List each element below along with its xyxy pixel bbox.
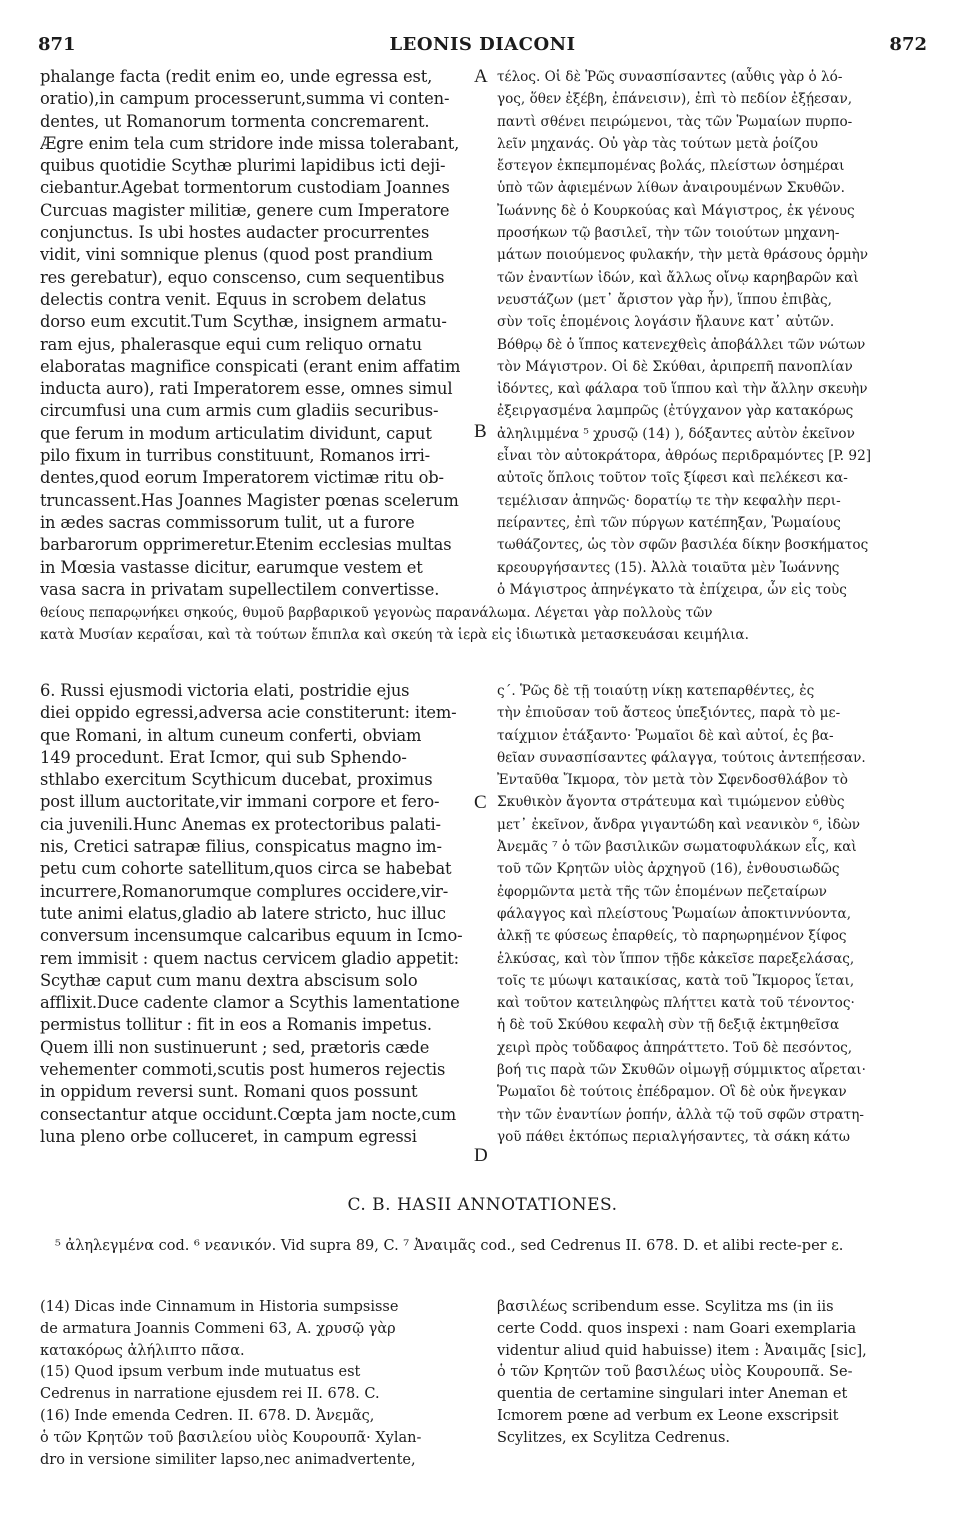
greek-text-line: τὴν τῶν ἐναντίων ῥοπήν, ἀλλὰ τῷ τοῦ σφῶν στρατη- — [497, 1106, 864, 1123]
latin-text-line: dentes, ut Romanorum tormenta concremarent. — [40, 111, 430, 131]
greek-text-line: Ἐνταῦθα Ἴκμορα, τὸν μετὰ τὸν Σφενδοσθλάβον τὸ — [497, 772, 848, 789]
running-header — [38, 34, 927, 58]
greek-text-line: τοῦ τῶν Κρητῶν υἱὸς ἀρχηγοῦ (16), ἐνθουσιωδῶς — [497, 861, 840, 878]
latin-text-line: consectantur atque occidunt.Cœpta jam nocte,cum — [40, 1104, 457, 1124]
greek-text-line: αὐτοῖς ὅπλοις τοῦτον τοῖς ξίφεσι καὶ πελέκεσι κα- — [497, 470, 848, 487]
latin-text-line: 149 procedunt. Erat Icmor, qui sub Sphendo- — [40, 747, 407, 767]
greek-text-line: τῶν ἐναντίων ἰδών, καὶ ἄλλως οἴνῳ καρηβαρῶν καὶ — [497, 269, 859, 286]
page-number-right: 872 — [889, 34, 927, 55]
latin-text-line: diei oppido egressi,adversa acie constiterunt: item- — [40, 703, 457, 723]
greek-text-line: Ἰωάννης δὲ ὁ Κουρκούας καὶ Μάγιστρος, ἐκ γένους — [497, 202, 855, 219]
greek-text-line: τὸν Μάγιστρον. Οἱ δὲ Σκύθαι, ἀριπρεπῆ πανοπλίαν — [497, 358, 853, 375]
notes-column-left — [40, 1297, 472, 1471]
latin-text-line: ram ejus, phalerasque equi cum reliquo ornatu — [40, 334, 422, 354]
greek-text-line: τέλος. Οἱ δὲ Ῥῶς συνασπίσαντες (αὖθις γὰρ ὁ λό- — [497, 69, 843, 85]
latin-text-line: oratio),in campum processerunt,summa vi conten- — [40, 89, 450, 109]
greek-text-line: μάτων ποιούμενος φυλακήν, τὴν μετὰ θράσους ὁρμὴν — [497, 247, 869, 264]
greek-text-line: χειρὶ πρὸς τοὔδαφος ἀπηράττετο. Τοῦ δὲ πεσόντος, — [497, 1039, 853, 1056]
latin-text-line: sthlabo exercitum Scythicum ducebat, proximus — [40, 770, 433, 790]
margin-marker-b: B — [474, 421, 487, 442]
footnote-line: Icmorem pœne ad verbum ex Leone exscripsit — [497, 1407, 839, 1424]
greek-text-line: ἀληλιμμένα ⁵ χρυσῷ (14) ), δόξαντες αὐτὸν ἐκεῖνον — [497, 425, 855, 442]
latin-column-bottom — [40, 680, 472, 1148]
footnote-line: (14) Dicas inde Cinnamum in Historia sumpsisse — [40, 1299, 399, 1315]
margin-marker-c: C — [474, 792, 487, 813]
latin-text-line: inducta auro), rati Imperatorem esse, omnes simul — [40, 379, 453, 399]
greek-text-line: ἐξειργασμένα λαμπρῶς (ἐτύγχανον γὰρ κατακόρως — [497, 403, 854, 420]
greek-text-line: ἔστεγον ἐκπεμπομένας βολάς, πλείστων ὁσημέραι — [497, 158, 845, 175]
greek-text-line: ἡ δὲ τοῦ Σκύθου κεφαλὴ σὺν τῇ δεξιᾷ ἐκτμηθεῖσα — [497, 1017, 840, 1034]
latin-text-line: dorso eum excutit.Tum Scythæ, insignem armatu- — [40, 312, 447, 332]
greek-text-line: τὴν ἐπιοῦσαν τοῦ ἄστεος ὑπεξιόντες, παρὰ τὸ με- — [497, 705, 841, 722]
footnote-line: Cedrenus in narratione ejusdem rei II. 678. C. — [40, 1386, 380, 1403]
greek-full-width-lines — [40, 602, 930, 646]
latin-text-line: vehementer commoti,scutis post humeros rejectis — [40, 1060, 446, 1080]
greek-text-line: γοῦ πάθει ἐκτόπως περιαλγήσαντες, τὰ σάκη κάτω — [497, 1128, 850, 1145]
latin-text-line: que ferum in modum articulatim dividunt, caput — [40, 423, 432, 443]
latin-text-line: cia juvenili.Hunc Anemas ex protectoribus palati- — [40, 814, 441, 834]
annotations-title: C. B. HASII ANNOTATIONES. — [347, 1195, 618, 1215]
greek-text-line: ὑπὸ τῶν ἀφιεμένων λίθων ἀναιρουμένων Σκυθῶν. — [497, 180, 846, 197]
greek-text-line: ταίχμιον ἐτάξαντο· Ῥωμαῖοι δὲ καὶ αὐτοί, ἐς βα- — [497, 727, 834, 744]
latin-text-line: dentes,quod eorum Imperatorem victimæ ritu ob- — [40, 468, 444, 488]
greek-text-line: ς΄. Ῥῶς δὲ τῇ τοιαύτῃ νίκῃ κατεπαρθέντες, ἐς — [497, 683, 815, 699]
footnote-line: videntur aliud quid habuisse) item : Ἀναιμᾶς [sic], — [497, 1342, 867, 1359]
latin-text-line: luna pleno orbe colluceret, in campum egressi — [40, 1126, 417, 1146]
latin-text-line: ciebantur.Agebat tormentorum custodiam Joannes — [40, 178, 450, 198]
greek-text-line: ἑλκύσας, καὶ τὸν ἵππον τῇδε κἀκεῖσε παρεξελάσας, — [497, 950, 855, 967]
latin-text-line: tute animi elatus,gladio ab latere stricto, huc illuc — [40, 903, 446, 923]
greek-text-line: τεμέλισαν ἀπηνῶς· δορατίῳ τε τὴν κεφαλὴν περι- — [497, 492, 841, 509]
latin-text-line: Curcuas magister militiæ, genere cum Imperatore — [40, 200, 450, 220]
greek-text-line: νευστάζων (μετ᾽ ἄριστον γὰρ ἦν), ἵππου ἐπιβὰς, — [497, 291, 832, 308]
latin-text-line: res gerebatur), equo conscenso, cum sequentibus — [40, 267, 445, 287]
latin-text-line: quibus quotidie Scythæ plurimi lapidibus icti deji- — [40, 156, 446, 176]
greek-text-line: προσήκων τῷ βασιλεῖ, τὴν τῶν τοιούτων μηχανη- — [497, 225, 840, 242]
latin-text-line: 6. Russi ejusmodi victoria elati, postridie ejus — [40, 681, 410, 700]
latin-text-line: conversum incensumque calcaribus equum in Icmo- — [40, 926, 463, 946]
latin-text-line: vasa sacra in privatam supellectilem convertisse. — [40, 579, 440, 599]
greek-text-line: γος, ὅθεν ἐξέβη, ἐπάνεισιν), ἐπὶ τὸ πεδίον ἐξῄεσαν, — [497, 91, 853, 108]
latin-text-line: in Mœsia vastasse dicitur, earumque vestem et — [40, 557, 423, 577]
greek-text-line: κατὰ Μυσίαν κεραΐσαι, καὶ τὰ τούτων ἔπιπλα καὶ σκεύη τὰ ἱερὰ εἰς ἰδιωτικὰ μετασκευάσαι κειμήλια. — [40, 627, 749, 643]
latin-text-line: Quem illi non sustinuerunt ; sed, prætoris cæde — [40, 1037, 430, 1057]
footnote-line: de armatura Joannis Commeni 63, A. χρυσῷ γὰρ — [40, 1320, 396, 1337]
greek-text-line: φάλαγγος καὶ πλείστους Ῥωμαίων ἀποκτιννύοντα, — [497, 905, 852, 922]
latin-text-line: Scythæ caput cum manu dextra abscisum solo — [40, 970, 418, 990]
running-title: LEONIS DIACONI — [389, 34, 576, 55]
latin-text-line: incurrere,Romanorumque complures occidere,vir- — [40, 881, 449, 901]
latin-text-line: petu cum cohorte satellitum,quos circa se habebat — [40, 859, 452, 879]
margin-marker-d: D — [474, 1145, 488, 1166]
latin-text-line: in ædes sacras commissorum tulit, ut a furore — [40, 512, 415, 532]
greek-text-line: κρεουργήσαντες (15). Ἀλλὰ τοιαῦτα μὲν Ἰωάννης — [497, 559, 840, 576]
footnote-line: βασιλέως scribendum esse. Scylitza ms (in iis — [497, 1299, 834, 1315]
greek-text-line: Σκυθικὸν ἄγοντα στράτευμα καὶ τιμώμενον εὐθὺς — [497, 794, 845, 811]
greek-text-line: ὁ Μάγιστρος ἀπηνέγκατο τὰ ἐπίχειρα, ὧν εἰς τοὺς — [497, 581, 847, 598]
greek-text-line: τωθάζοντες, ὡς τὸν σφῶν βασιλέα δίκην βοσκήματος — [497, 537, 869, 554]
greek-text-line: θείους πεπαρῳνήκει σηκούς, θυμοῦ βαρβαρικοῦ γεγονὼς παρανάλωμα. Λέγεται γὰρ πολλοὺς τῶν — [40, 605, 713, 621]
greek-text-line: λεῖν μηχανάς. Οὐ γὰρ τὰς τούτων μετὰ ῥοίζου — [497, 135, 819, 152]
margin-marker-a: A — [474, 66, 488, 87]
greek-text-line: Ῥωμαῖοι δὲ τούτοις ἐπέδραμον. Οἳ δὲ οὐκ ἤνεγκαν — [497, 1084, 847, 1101]
greek-text-line: καὶ τοῦτον κατειληφὼς πλήττει κατὰ τοῦ τένοντος· — [497, 995, 855, 1012]
footnote-line: ὁ τῶν Κρητῶν τοῦ βασιλέως υἱὸς Κουρουπᾶ. Se- — [497, 1364, 853, 1381]
greek-text-line: ἐφορμῶντα μετὰ τῆς τῶν ἑπομένων πεζεταίρων — [497, 883, 827, 900]
latin-text-line: in oppidum reversi sunt. Romani quos possunt — [40, 1082, 418, 1102]
latin-column-top — [40, 66, 472, 601]
footnote-line: κατακόρως ἀλήλιπτο πᾶσα. — [40, 1342, 245, 1359]
latin-text-line: delectis contra venit. Equus in scrobem delatus — [40, 289, 427, 309]
greek-text-line: εἶναι τὸν αὐτοκράτορα, ἀθρόως περιδραμόντες [P. 92] — [497, 448, 872, 465]
footnote-line: certe Codd. quos inspexi : nam Goari exemplaria — [497, 1320, 857, 1337]
greek-text-line: τοῖς τε μύωψι καταικίσας, κατὰ τοῦ Ἴκμορος ἵεται, — [497, 972, 855, 989]
greek-text-line: βοή τις παρὰ τῶν Σκυθῶν οἰμωγῇ σύμμικτος αἴρεται· — [497, 1062, 866, 1079]
footnote-line: dro in versione similiter lapso,nec animadvertente, — [40, 1451, 416, 1468]
critical-apparatus: ⁵ ἀληλεγμένα cod. ⁶ νεανικόν. Vid supra 89, C. ⁷ Ἀναιμᾶς cod., sed Cedrenus II. 678. D. et alibi recte-per ε. — [55, 1238, 844, 1254]
latin-text-line: conjunctus. Is ubi hostes audacter procurrentes — [40, 223, 430, 243]
greek-text-line: ἰδόντες, καὶ φάλαρα τοῦ ἵππου καὶ τὴν ἄλλην σκευὴν — [497, 381, 868, 398]
greek-text-line: θεῖαν συνασπίσαντες φάλαγγα, τούτοις ἀντεπῄεσαν. — [497, 749, 866, 766]
greek-column-top — [497, 66, 929, 601]
latin-text-line: truncassent.Has Joannes Magister pœnas scelerum — [40, 490, 459, 510]
page-number-left: 871 — [38, 34, 76, 55]
latin-text-line: phalange facta (redit enim eo, unde egressa est, — [40, 67, 433, 86]
greek-text-line: παντὶ σθένει πειρώμενοι, τὰς τῶν Ῥωμαίων πυρπο- — [497, 113, 853, 130]
latin-text-line: barbarorum opprimeretur.Etenim ecclesias multas — [40, 535, 452, 555]
latin-text-line: rem immisit : quem nactus cervicem gladio appetit: — [40, 948, 460, 968]
greek-text-line: Βόθρῳ δὲ ὁ ἵππος κατενεχθεὶς ἀποβάλλει τῶν νώτων — [497, 336, 866, 353]
latin-text-line: circumfusi una cum armis cum gladiis securibus- — [40, 401, 439, 421]
greek-text-line: μετ᾽ ἐκεῖνον, ἄνδρα γιγαντώδη καὶ νεανικὸν ⁶, ἰδὼν — [497, 816, 861, 833]
latin-text-line: Ægre enim tela cum stridore inde missa tolerabant, — [40, 133, 460, 153]
footnote-line: quentia de certamine singulari inter Aneman et — [497, 1386, 848, 1403]
latin-text-line: nis, Cretici satrapæ filius, conspicatus magno im- — [40, 837, 442, 857]
greek-column-bottom — [497, 680, 929, 1148]
latin-text-line: pilo fixum in turribus constituunt, Romanos irri- — [40, 446, 430, 466]
greek-text-line: ἀλκῇ τε φύσεως ἐπαρθείς, τὸ παρηωρημένον ξίφος — [497, 928, 847, 945]
footnote-line: (15) Quod ipsum verbum inde mutuatus est — [40, 1364, 361, 1381]
greek-text-line: σὺν τοῖς ἑπομένοις λογάσιν ἤλαυνε κατ᾽ αὐτῶν. — [497, 314, 835, 331]
latin-text-line: afflixit.Duce cadente clamor a Scythis lamentatione — [40, 993, 460, 1013]
footnote-line: ὁ τῶν Κρητῶν τοῦ βασιλείου υἱὸς Κουρουπᾶ· Xylan- — [40, 1429, 422, 1446]
latin-text-line: que Romani, in altum cuneum conferti, obviam — [40, 725, 422, 745]
footnote-line: Scylitzes, ex Scylitza Cedrenus. — [497, 1429, 731, 1446]
greek-text-line: πείραντες, ἐπὶ τῶν πύργων κατέπηξαν, Ῥωμαίους — [497, 514, 841, 531]
footnote-line: (16) Inde emenda Cedren. II. 678. D. Ἀνεμᾶς, — [40, 1407, 375, 1424]
notes-column-right — [497, 1297, 929, 1450]
latin-text-line: vidit, vini somnique plenus (quod post prandium — [40, 245, 433, 265]
latin-text-line: permistus tollitur : fit in eos a Romanis impetus. — [40, 1015, 432, 1035]
latin-text-line: post illum auctoritate,vir immani corpore et fero- — [40, 792, 440, 812]
latin-text-line: elaboratas magnifice conspicati (erant enim affatim — [40, 356, 461, 376]
greek-text-line: Ἀνεμᾶς ⁷ ὁ τῶν βασιλικῶν σωματοφυλάκων εἷς, καὶ — [497, 839, 857, 856]
